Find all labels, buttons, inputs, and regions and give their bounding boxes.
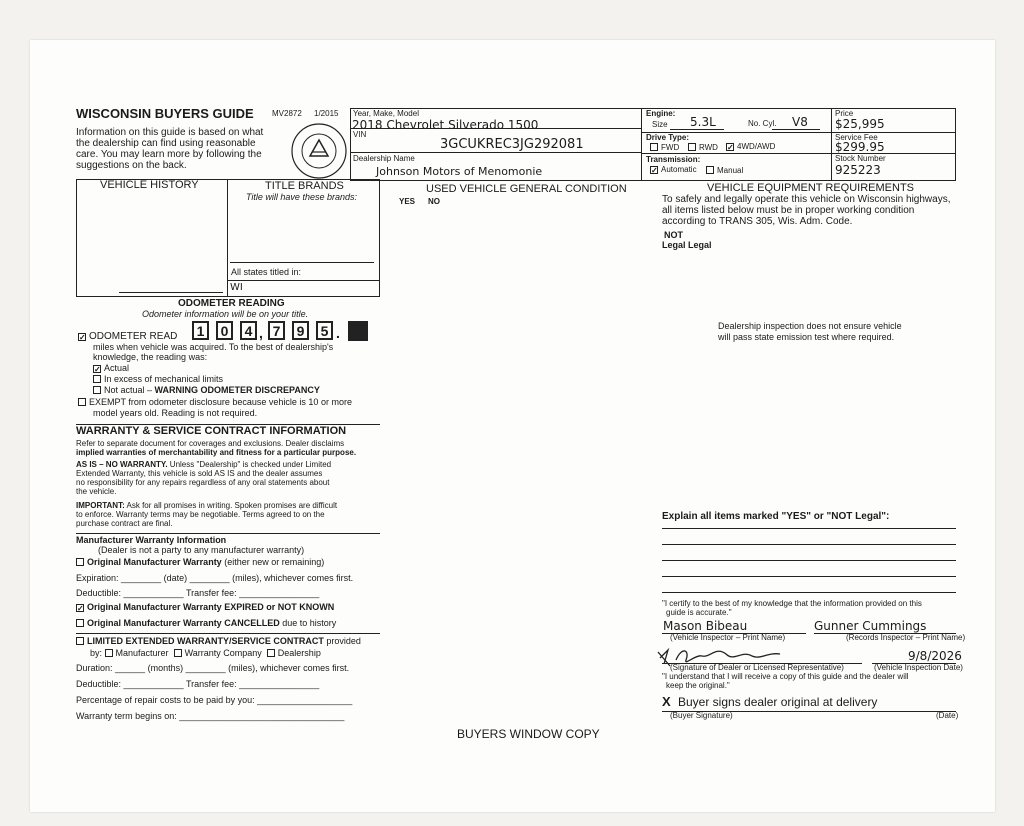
buyer-x: X	[662, 694, 671, 709]
limited-warranty: LIMITED EXTENDED WARRANTY/SERVICE CONTRACT provided	[76, 637, 361, 646]
expiration-row: Expiration: ________ (date) ________ (miles), whichever comes first.	[76, 573, 354, 583]
important-line-3: purchase contract are final.	[76, 519, 173, 528]
form-number: MV2872	[272, 109, 302, 118]
odometer-digit: 1	[192, 321, 209, 340]
date-label: (Vehicle Inspection Date)	[874, 663, 963, 672]
vin-label: VIN	[353, 130, 367, 139]
expired-warranty: ✓Original Manufacturer Warranty EXPIRED or NOT KNOWN	[76, 603, 334, 612]
rwd-checkbox[interactable]	[688, 143, 696, 151]
legal-header: Legal Legal	[662, 240, 712, 250]
equipment-intro-3: according to TRANS 305, Wis. Adm. Code.	[662, 216, 853, 227]
fee-label: Service Fee	[835, 133, 878, 142]
mfr-warranty-title: Manufacturer Warranty Information	[76, 535, 227, 545]
asis-line-1: AS IS – NO WARRANTY. Unless "Dealership" is checked under Limited	[76, 460, 332, 469]
automatic-checkbox[interactable]	[650, 166, 658, 174]
asis-line-4: the vehicle.	[76, 487, 117, 496]
emission-note-1: Dealership inspection does not ensure vehicle	[718, 321, 902, 331]
asis-line-2: Extended Warranty, this vehicle is sold AS IS and the dealer assumes	[76, 469, 323, 478]
buyer-signature-label: (Buyer Signature)	[670, 711, 733, 720]
transmission-label: Transmission:	[646, 155, 701, 164]
no-header: NO	[428, 197, 440, 206]
odometer-exempt-2: model years old. Reading is not required.	[93, 408, 258, 418]
price-value: $25,995	[835, 117, 885, 131]
trans-automatic: ✓Automatic	[650, 166, 697, 174]
warranty-company-checkbox[interactable]	[174, 649, 182, 657]
expired-checkbox[interactable]	[76, 604, 84, 612]
dealership-checkbox[interactable]	[267, 649, 275, 657]
intro-1: Information on this guide is based on what	[76, 127, 264, 138]
mfr-warranty-note: (Dealer is not a party to any manufacturer warranty)	[98, 545, 305, 555]
odometer-read-checkbox[interactable]	[78, 333, 86, 341]
footer-title: BUYERS WINDOW COPY	[457, 727, 600, 741]
ltd-deductible-row: Deductible: ____________ Transfer fee: ________________	[76, 679, 320, 689]
inspection-date: 9/8/2026	[908, 649, 962, 663]
manual-checkbox[interactable]	[706, 166, 714, 174]
important-line-1: IMPORTANT: Ask for all promises in writing. Spoken promises are difficult	[76, 501, 338, 510]
history-title: VEHICLE HISTORY	[100, 179, 199, 191]
ymm-label: Year, Make, Model	[353, 109, 419, 118]
odometer-digit: 9	[292, 321, 309, 340]
exempt-checkbox[interactable]	[78, 398, 86, 406]
actual-checkbox[interactable]	[93, 365, 101, 373]
percentage-row: Percentage of repair costs to be paid by you: ___________________	[76, 695, 353, 705]
cancelled-checkbox[interactable]	[76, 619, 84, 627]
warranty-title: WARRANTY & SERVICE CONTRACT INFORMATION	[76, 425, 347, 437]
odometer-read: ✓ODOMETER READ	[78, 332, 177, 343]
odometer-excess: In excess of mechanical limits	[93, 375, 223, 384]
warranty-p1-1: Refer to separate document for coverages and exclusions. Dealer disclaims	[76, 439, 345, 448]
deductible-row: Deductible: ____________ Transfer fee: ________________	[76, 588, 320, 598]
size-label: Size	[652, 120, 668, 129]
trans-manual: Manual	[706, 166, 743, 175]
vin-value: 3GCUKREC3JG292081	[440, 137, 584, 152]
dealer-label: Dealership Name	[353, 154, 415, 163]
cyl-label: No. Cyl.	[748, 119, 777, 128]
drive-label: Drive Type:	[646, 133, 689, 142]
fwd-checkbox[interactable]	[650, 143, 658, 151]
odometer-decimal: .	[336, 325, 340, 341]
stock-label: Stock Number	[835, 154, 886, 163]
records-name: Gunner Cummings	[814, 619, 927, 633]
certify-1: "I certify to the best of my knowledge that the information provided on this	[662, 599, 922, 608]
equipment-intro-2: all items listed below must be in proper working condition	[662, 205, 915, 216]
signature-label: (Signature of Dealer or Licensed Representative)	[670, 663, 844, 672]
fee-value: $299.95	[835, 140, 885, 154]
emission-note-2: will pass state emission test where required.	[718, 332, 895, 342]
odometer-actual: ✓Actual	[93, 364, 129, 373]
brands-subtitle: Title will have these brands:	[246, 192, 357, 202]
odometer-exempt: EXEMPT from odometer disclosure because vehicle is 10 or more	[78, 398, 352, 407]
4wd-checkbox[interactable]	[726, 143, 734, 151]
form-date: 1/2015	[314, 109, 339, 118]
term-begins-row: Warranty term begins on: _________________________________	[76, 711, 345, 721]
warranty-p1-2: implied warranties of merchantability and fitness for a particular purpose.	[76, 448, 357, 457]
asis-line-3: no responsibility for any repairs regardless of any oral statements about	[76, 478, 330, 487]
drive-fwd: FWD	[650, 143, 679, 152]
odometer-title: ODOMETER READING	[178, 298, 285, 309]
intro-2: the dealership can find using reasonable	[76, 138, 256, 149]
intro-4: suggestions on the back.	[76, 160, 187, 171]
year-make-model: 2018 Chevrolet Silverado 1500	[352, 118, 539, 132]
limited-warranty-checkbox[interactable]	[76, 637, 84, 645]
states-label: All states titled in:	[231, 267, 302, 277]
drive-rwd: RWD	[688, 143, 718, 152]
original-warranty-checkbox[interactable]	[76, 558, 84, 566]
odometer-digit: 7	[268, 321, 285, 340]
understand-2: keep the original."	[666, 681, 730, 690]
certify-2: guide is accurate."	[666, 608, 732, 617]
intro-3: care. You may learn more by following the	[76, 149, 262, 160]
odometer-not-actual: Not actual – WARNING ODOMETER DISCREPANCY	[93, 386, 320, 395]
drive-4wd: ✓ 4WD/AWD	[726, 143, 775, 151]
buyers-guide-form	[30, 40, 995, 812]
yes-header: YES	[399, 197, 416, 206]
equipment-intro-1: To safely and legally operate this vehicle on Wisconsin highways,	[662, 194, 951, 205]
states-value: WI	[230, 282, 243, 293]
odometer-digit: 4	[240, 321, 257, 340]
price-label: Price	[835, 109, 854, 118]
engine-size: 5.3L	[690, 115, 716, 129]
not-actual-checkbox[interactable]	[93, 386, 101, 394]
buyer-note: Buyer signs dealer original at delivery	[678, 695, 878, 709]
inspector-label: (Vehicle Inspector – Print Name)	[670, 633, 786, 642]
odometer-comma: ,	[259, 325, 263, 341]
equipment-title: VEHICLE EQUIPMENT REQUIREMENTS	[707, 182, 914, 194]
explain-label: Explain all items marked "YES" or "NOT Legal":	[662, 511, 890, 522]
wisdot-seal-icon	[290, 122, 348, 180]
odometer-tenths-box	[348, 321, 368, 341]
not-header: NOT	[664, 230, 683, 240]
original-warranty: Original Manufacturer Warranty (either new or remaining)	[76, 558, 324, 567]
inspector-name: Mason Bibeau	[663, 619, 748, 633]
understand-1: "I understand that I will receive a copy of this guide and the dealer will	[662, 672, 909, 681]
duration-row: Duration: ______ (months) ________ (miles), whichever comes first.	[76, 663, 350, 673]
odometer-text-2: knowledge, the reading was:	[93, 352, 208, 362]
cancelled-warranty: Original Manufacturer Warranty CANCELLED due to history	[76, 619, 336, 628]
odometer-subtitle: Odometer information will be on your title.	[142, 309, 309, 319]
form-title: WISCONSIN BUYERS GUIDE	[76, 106, 254, 121]
records-label: (Records Inspector – Print Name)	[846, 633, 966, 642]
engine-label: Engine:	[646, 109, 676, 118]
important-line-2: to enforce. Warranty terms may be negotiable. Terms agreed to on the	[76, 510, 325, 519]
manufacturer-checkbox[interactable]	[105, 649, 113, 657]
odometer-digit: 5	[316, 321, 333, 340]
buyer-date-label: (Date)	[936, 711, 959, 720]
provided-by: by: Manufacturer Warranty Company Dealership	[90, 648, 321, 658]
brands-title: TITLE BRANDS	[265, 180, 344, 192]
dealer-name: Johnson Motors of Menomonie	[376, 165, 543, 178]
cylinders: V8	[792, 115, 808, 129]
condition-title: USED VEHICLE GENERAL CONDITION	[426, 183, 627, 195]
odometer-digit: 0	[216, 321, 233, 340]
excess-checkbox[interactable]	[93, 375, 101, 383]
odometer-text-1: miles when vehicle was acquired. To the best of dealership's	[93, 342, 334, 352]
stock-value: 925223	[835, 163, 881, 177]
